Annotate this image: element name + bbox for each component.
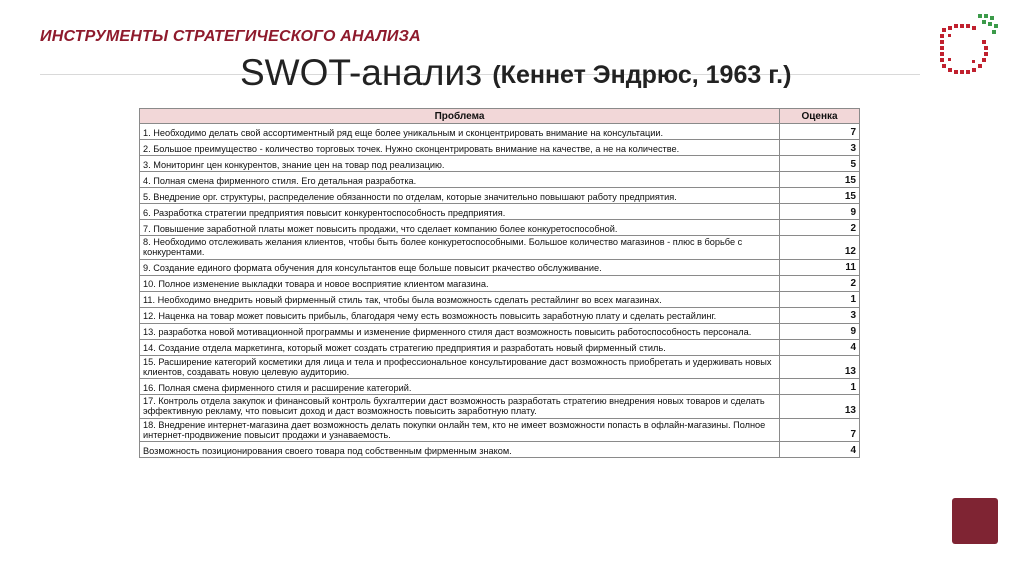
title-main: SWOT-анализ: [240, 52, 493, 93]
problem-cell: 18. Внедрение интернет-магазина дает возможность делать покупки онлайн тем, кто не имеет возможности попасть в офлайн-магазины. Полное интернет-продвижение повысит продажи и узнаваемость.: [140, 418, 780, 442]
score-cell: 3: [780, 307, 860, 323]
table-row: [140, 442, 860, 458]
score-cell: 4: [780, 339, 860, 355]
table-row: [140, 418, 860, 442]
problem-cell: 2. Большое преимущество - количество торговых точек. Нужно сконцентрировать внимание на качестве, а не на количестве.: [140, 140, 780, 156]
problem-cell: 10. Полное изменение выкладки товара и новое восприятие клиентом магазина.: [140, 275, 780, 291]
table-row: [140, 291, 860, 307]
score-cell: 2: [780, 275, 860, 291]
problem-cell: 5. Внедрение орг. структуры, распределение обязанности по отделам, которые значительно повышают работу предприятия.: [140, 188, 780, 204]
score-cell: 15: [780, 188, 860, 204]
problem-cell: 1. Необходимо делать свой ассортиментный ряд еще более уникальным и сконцентрировать внимание на консультации.: [140, 124, 780, 140]
problem-cell: 8. Необходимо отслеживать желания клиентов, чтобы быть более конкуретоспособными. Большое количество магазинов - плюс в борьбе с конкурентами.: [140, 236, 780, 260]
corner-decoration: [952, 498, 998, 544]
problem-cell: 7. Повышение заработной платы может повысить продажи, что сделает компанию более конкуретоспособной.: [140, 220, 780, 236]
column-header-score: Оценка: [780, 109, 860, 124]
swot-table: [139, 108, 860, 458]
table-row: [140, 379, 860, 395]
score-cell: 2: [780, 220, 860, 236]
table-row: [140, 355, 860, 379]
score-cell: 1: [780, 291, 860, 307]
problem-cell: 3. Мониторинг цен конкурентов, знание цен на товар под реализацию.: [140, 156, 780, 172]
swot-table-container: [139, 108, 859, 458]
table-row: [140, 395, 860, 419]
problem-cell: 6. Разработка стратегии предприятия повысит конкурентоспособность предприятия.: [140, 204, 780, 220]
score-cell: 15: [780, 172, 860, 188]
score-cell: 7: [780, 124, 860, 140]
table-row: [140, 204, 860, 220]
table-row: [140, 140, 860, 156]
problem-cell: 14. Создание отдела маркетинга, который может создать стратегию предприятия и разработать новый фирменный стиль.: [140, 339, 780, 355]
table-row: [140, 236, 860, 260]
problem-cell: 9. Создание единого формата обучения для консультантов еще больше повысит ркачество обслуживание.: [140, 259, 780, 275]
table-row: [140, 220, 860, 236]
table-row: [140, 275, 860, 291]
table-row: [140, 307, 860, 323]
problem-cell: 12. Наценка на товар может повысить прибыль, благодаря чему есть возможность повысить заработную плату и сделать рестайлинг.: [140, 307, 780, 323]
table-row: [140, 172, 860, 188]
table-row: [140, 188, 860, 204]
score-cell: 3: [780, 140, 860, 156]
slide-title: [240, 52, 940, 94]
score-cell: 12: [780, 236, 860, 260]
table-row: [140, 323, 860, 339]
problem-cell: 11. Необходимо внедрить новый фирменный стиль так, чтобы была возможность сделать рестайлинг во всех магазинах.: [140, 291, 780, 307]
column-header-problem: Проблема: [140, 109, 780, 124]
table-header-row: [140, 109, 860, 124]
section-title: ИНСТРУМЕНТЫ СТРАТЕГИЧЕСКОГО АНАЛИЗА: [40, 28, 421, 45]
score-cell: 13: [780, 395, 860, 419]
problem-cell: 15. Расширение категорий косметики для лица и тела и профессиональное консультирование даст возможность приобретать и удерживать новых клиентов, создавать новую целевую аудиторию.: [140, 355, 780, 379]
score-cell: 1: [780, 379, 860, 395]
problem-cell: 17. Контроль отдела закупок и финансовый контроль бухгалтерии даст возможность разработать стратегию внедрения новых товаров и сделать эффективную рекламу, что повысит доход и даст возможность повысить заработную плату.: [140, 395, 780, 419]
score-cell: 4: [780, 442, 860, 458]
problem-cell: 4. Полная смена фирменного стиля. Его детальная разработка.: [140, 172, 780, 188]
score-cell: 9: [780, 204, 860, 220]
score-cell: 11: [780, 259, 860, 275]
score-cell: 9: [780, 323, 860, 339]
score-cell: 13: [780, 355, 860, 379]
table-row: [140, 156, 860, 172]
score-cell: 5: [780, 156, 860, 172]
score-cell: 7: [780, 418, 860, 442]
problem-cell: 16. Полная смена фирменного стиля и расширение категорий.: [140, 379, 780, 395]
table-row: [140, 259, 860, 275]
table-row: [140, 124, 860, 140]
table-row: [140, 339, 860, 355]
problem-cell: 13. разработка новой мотивационной программы и изменение фирменного стиля даст возможность повысить работоспособность персонала.: [140, 323, 780, 339]
problem-cell: Возможность позиционирования своего товара под собственным фирменным знаком.: [140, 442, 780, 458]
title-subtitle: (Кеннет Эндрюс, 1963 г.): [492, 61, 792, 89]
brand-logo-icon: [932, 10, 1002, 80]
